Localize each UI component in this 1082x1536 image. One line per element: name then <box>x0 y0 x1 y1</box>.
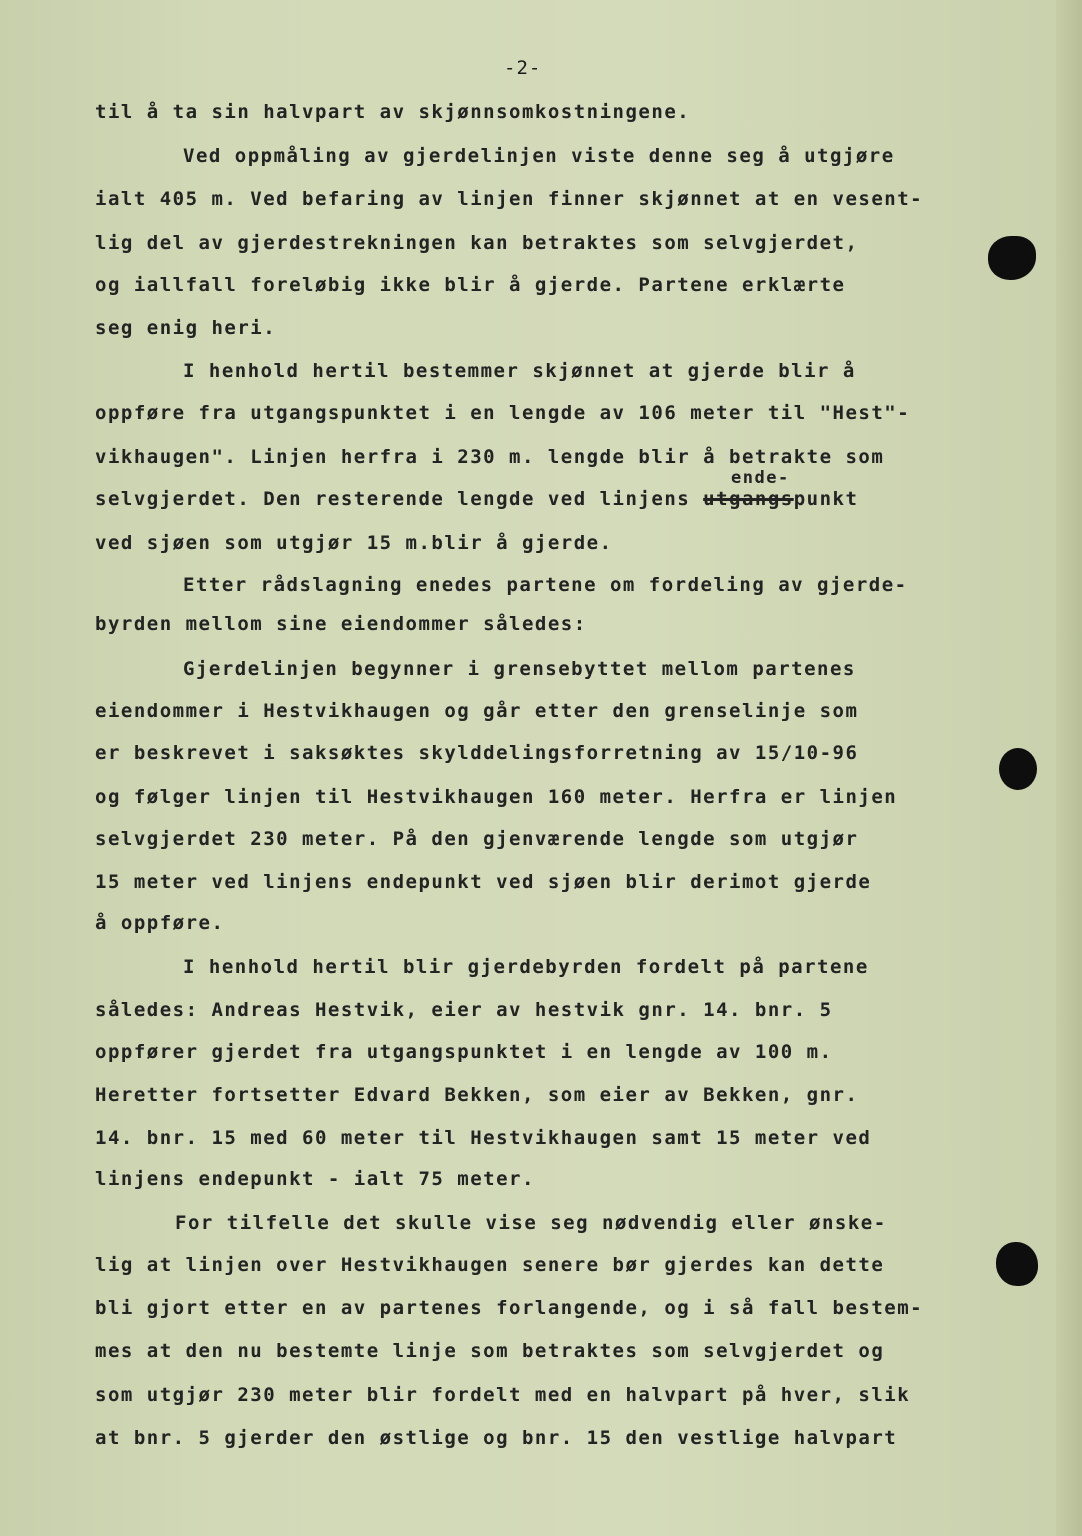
text-line: Heretter fortsetter Edvard Bekken, som eier av Bekken, gnr. <box>95 1084 859 1106</box>
text-line: og iallfall foreløbig ikke blir å gjerde. Partene erklærte <box>95 274 846 296</box>
text-line: som utgjør 230 meter blir fordelt med en halvpart på hver, slik <box>95 1384 911 1406</box>
text-line: Ved oppmåling av gjerdelinjen viste denne seg å utgjøre <box>183 145 895 167</box>
text-line-with-correction <box>95 488 858 510</box>
punch-hole <box>999 748 1037 790</box>
punch-hole <box>996 1242 1038 1286</box>
text-line: mes at den nu bestemte linje som betraktes som selvgjerdet og <box>95 1340 885 1362</box>
text-line: og følger linjen til Hestvikhaugen 160 meter. Herfra er linjen <box>95 786 898 808</box>
text-line: ved sjøen som utgjør 15 m.blir å gjerde. <box>95 532 613 554</box>
struck-word: utgangs <box>703 488 794 510</box>
handwritten-insertion: ende- <box>731 468 790 488</box>
text-line: oppføre fra utgangspunktet i en lengde av 106 meter til "Hest"- <box>95 402 911 424</box>
text-segment: punkt <box>793 488 859 510</box>
text-line: Gjerdelinjen begynner i grensebyttet mellom partenes <box>183 658 856 680</box>
text-line: 14. bnr. 15 med 60 meter til Hestvikhaugen samt 15 meter ved <box>95 1127 872 1149</box>
paper-edge <box>1056 0 1082 1536</box>
text-line: at bnr. 5 gjerder den østlige og bnr. 15 den vestlige halvpart <box>95 1427 898 1449</box>
text-line: å oppføre. <box>95 912 225 934</box>
text-line: Etter rådslagning enedes partene om fordeling av gjerde- <box>183 574 908 596</box>
text-line: er beskrevet i saksøktes skylddelingsforretning av 15/10-96 <box>95 742 859 764</box>
text-line: ialt 405 m. Ved befaring av linjen finner skjønnet at en vesent- <box>95 188 924 210</box>
text-line: bli gjort etter en av partenes forlangende, og i så fall bestem- <box>95 1297 924 1319</box>
text-segment: selvgjerdet. Den resterende lengde ved linjens <box>95 488 704 510</box>
text-line: oppfører gjerdet fra utgangspunktet i en lengde av 100 m. <box>95 1041 833 1063</box>
text-line: vikhaugen". Linjen herfra i 230 m. lengde blir å betrakte som <box>95 446 885 468</box>
text-line: lig at linjen over Hestvikhaugen senere bør gjerdes kan dette <box>95 1254 885 1276</box>
text-line: eiendommer i Hestvikhaugen og går etter den grenselinje som <box>95 700 859 722</box>
page-number: -2- <box>504 57 542 79</box>
text-line: byrden mellom sine eiendommer således: <box>95 613 587 635</box>
text-line: til å ta sin halvpart av skjønnsomkostningene. <box>95 101 691 123</box>
text-line: selvgjerdet 230 meter. På den gjenværende lengde som utgjør <box>95 828 859 850</box>
text-line: linjens endepunkt - ialt 75 meter. <box>95 1168 535 1190</box>
text-line: I henhold hertil blir gjerdebyrden fordelt på partene <box>183 956 869 978</box>
text-line: seg enig heri. <box>95 317 277 339</box>
text-line: 15 meter ved linjens endepunkt ved sjøen blir derimot gjerde <box>95 871 872 893</box>
text-line: For tilfelle det skulle vise seg nødvendig eller ønske- <box>175 1212 887 1234</box>
text-line: således: Andreas Hestvik, eier av hestvik gnr. 14. bnr. 5 <box>95 999 833 1021</box>
text-line: lig del av gjerdestrekningen kan betraktes som selvgjerdet, <box>95 232 859 254</box>
punch-hole <box>988 236 1036 280</box>
text-line: I henhold hertil bestemmer skjønnet at gjerde blir å <box>183 360 856 382</box>
